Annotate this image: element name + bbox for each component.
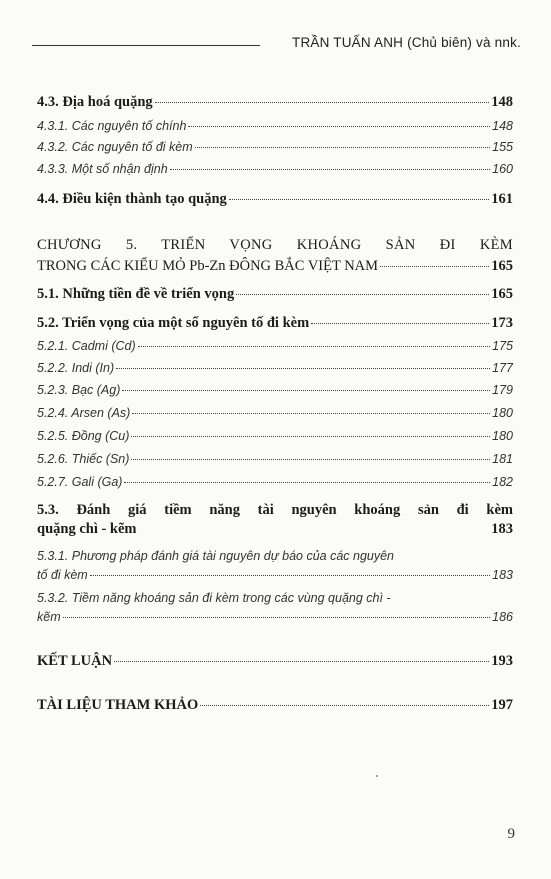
toc-entry-title: 5.2.6. Thiếc (Sn) [37,452,130,466]
toc-entry-ket-luan [37,652,513,670]
toc-entry-5-3-line-1: 5.3. Đánh giá tiềm năng tài nguyên khoáng sản đi kèm [37,502,513,518]
toc-entry-page: 177 [492,361,513,375]
toc-entry-5-2-4 [37,404,513,422]
toc-entry-page: 155 [492,140,513,154]
leader-dots [195,147,490,148]
toc-entry-title: KẾT LUẬN [37,653,113,669]
leader-dots [131,459,490,460]
toc-entry-5-2-2 [37,359,513,377]
toc-entry-title: quặng chì - kẽm [37,521,137,537]
toc-entry-4-3-3 [37,160,513,178]
toc-entry-5-2-5 [37,427,513,445]
leader-dots [155,102,490,103]
toc-entry-title: 5.2.3. Bạc (Ag) [37,383,121,397]
leader-dots [124,482,490,483]
toc-entry-4-4 [37,190,513,208]
toc-entry-page: 197 [491,697,513,713]
leader-dots [90,575,490,576]
leader-space [139,529,490,530]
toc-entry-title: 5.2.2. Indi (In) [37,361,115,375]
toc-entry-5-2-6 [37,450,513,468]
toc-entry-page: 165 [491,286,513,302]
leader-dots [170,169,490,170]
leader-dots [132,413,490,414]
page-number: 9 [507,826,515,842]
leader-dots [131,436,490,437]
toc-entry-5-2-1 [37,337,513,355]
header-rule [32,45,260,46]
leader-dots [114,661,489,662]
print-speck [376,775,378,777]
toc-entry-title: 4.3.1. Các nguyên tố chính [37,119,187,133]
toc-entry-4-3 [37,93,513,111]
chapter-5-title-line-2: TRONG CÁC KIỂU MỎ Pb-Zn ĐÔNG BẮC VIỆT NAM [37,258,379,274]
toc-entry-page: 175 [492,339,513,353]
toc-entry-chapter-5 [37,257,513,275]
toc-entry-page: 160 [492,162,513,176]
toc-entry-5-3-1 [37,566,513,584]
leader-dots [122,390,490,391]
leader-dots [63,617,491,618]
toc-entry-page: 165 [491,258,513,274]
toc-entry-4-3-2 [37,138,513,156]
toc-entry-page: 183 [492,568,513,582]
toc-entry-page: 180 [492,406,513,420]
toc-entry-title: TÀI LIỆU THAM KHẢO [37,697,199,713]
toc-entry-page: 179 [492,383,513,397]
leader-dots [311,323,489,324]
toc-entry-page: 161 [491,191,513,207]
toc-entry-5-2 [37,314,513,332]
toc-entry-page: 180 [492,429,513,443]
toc-entry-page: 183 [491,521,513,537]
leader-dots [200,705,489,706]
toc-entry-page: 148 [492,119,513,133]
toc-entry-tai-lieu [37,696,513,714]
toc-entry-5-2-3 [37,381,513,399]
toc-entry-title: tố đi kèm [37,568,88,582]
toc-entry-page: 182 [492,475,513,489]
toc-entry-page: 181 [492,452,513,466]
toc-entry-title: 4.3.3. Một số nhận định [37,162,168,176]
toc-entry-5-2-7 [37,473,513,491]
chapter-5-title-line-1: CHƯƠNG 5. TRIỂN VỌNG KHOÁNG SẢN ĐI KÈM [37,237,513,253]
toc-entry-page: 173 [491,315,513,331]
toc-entry-page: 186 [492,610,513,624]
leader-dots [229,199,489,200]
toc-entry-page: 193 [491,653,513,669]
toc-entry-5-1 [37,285,513,303]
toc-entry-title: 5.2.7. Gali (Ga) [37,475,123,489]
toc-entry-title: 5.2.1. Cadmi (Cd) [37,339,136,353]
toc-entry-title: kẽm [37,610,61,624]
leader-dots [116,368,490,369]
toc-entry-title: 4.3.2. Các nguyên tố đi kèm [37,140,193,154]
leader-dots [188,126,490,127]
toc-entry-5-3-1-line-1: 5.3.1. Phương pháp đánh giá tài nguyên dự báo của các nguyên [37,549,395,563]
toc-entry-title: 5.2.5. Đồng (Cu) [37,429,130,443]
running-head: TRẦN TUẤN ANH (Chủ biên) và nnk. [292,35,521,50]
leader-dots [236,294,489,295]
leader-dots [138,346,490,347]
toc-entry-page: 148 [491,94,513,110]
toc-entry-5-3-2-line-1: 5.3.2. Tiềm năng khoáng sản đi kèm trong các vùng quặng chì - [37,591,391,605]
toc-entry-title: 4.3. Địa hoá quặng [37,94,153,110]
toc-entry-5-3-2 [37,608,513,626]
toc-entry-5-3 [37,520,513,538]
toc-entry-title: 5.2.4. Arsen (As) [37,406,131,420]
toc-entry-title: 4.4. Điều kiện thành tạo quặng [37,191,227,207]
toc-entry-4-3-1 [37,117,513,135]
toc-entry-title: 5.1. Những tiền đề về triển vọng [37,286,235,302]
leader-dots [380,266,489,267]
toc-entry-title: 5.2. Triển vọng của một số nguyên tố đi kèm [37,315,310,331]
